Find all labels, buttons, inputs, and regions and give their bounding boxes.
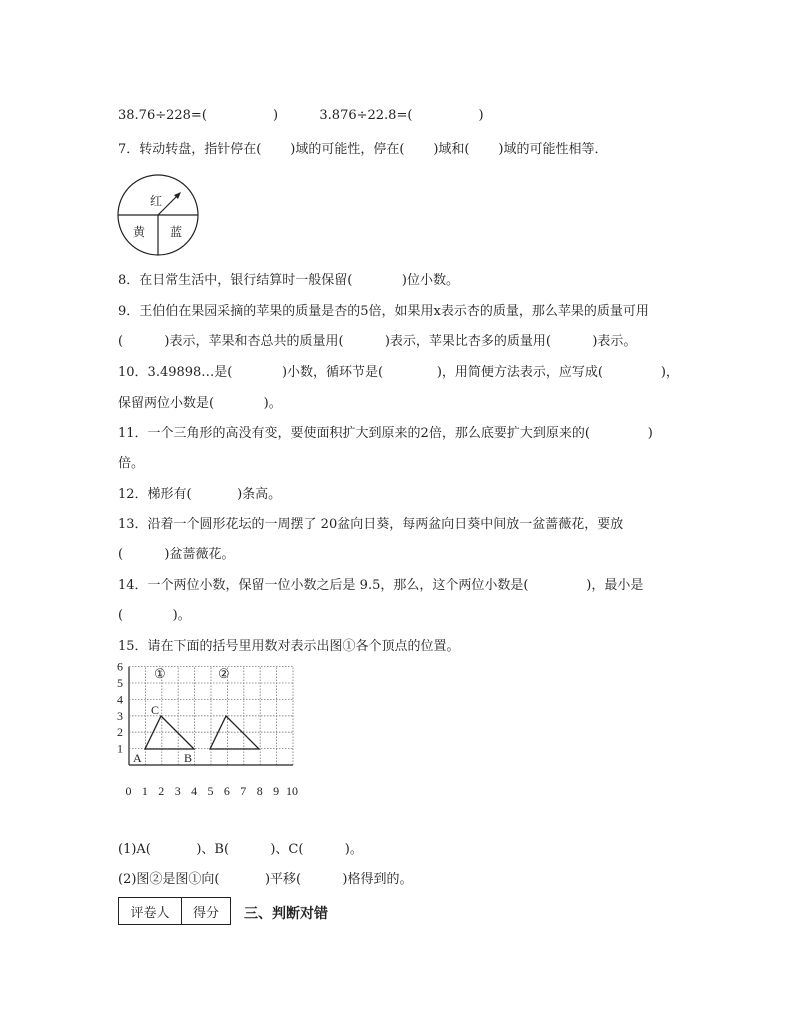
- x-tick-label: 10: [286, 784, 298, 798]
- question-14-line2: ( )。: [118, 608, 191, 623]
- question-9-line1: 9．王伯伯在果园采摘的苹果的质量是杏的5倍，如果用x表示杏的质量，那么苹果的质量可用: [118, 304, 649, 319]
- y-tick-label: 6: [117, 660, 123, 674]
- question-10-line2: 保留两位小数是( )。: [118, 396, 282, 411]
- question-15: 15．请在下面的括号里用数对表示出图①各个顶点的位置。: [118, 639, 460, 654]
- y-axis-ticks: [117, 660, 123, 756]
- figure-2-label: ②: [218, 666, 230, 681]
- y-tick-label: 3: [117, 708, 123, 723]
- y-tick-label: 5: [117, 676, 123, 690]
- coordinate-grid: [110, 660, 310, 800]
- question-14-line1: 14．一个两位小数，保留一位小数之后是 9.5，那么，这个两位小数是( )，最小是: [118, 578, 644, 593]
- question-11-line1: 11．一个三角形的高没有变，要使面积扩大到原来的2倍，那么底要扩大到原来的( ): [118, 426, 653, 441]
- question-10-line1: 10．3.49898…是( )小数，循环节是( )，用简便方法表示，应写成( )，: [118, 365, 679, 380]
- question-15-part1: (1)A( )、B( )、C( )。: [118, 842, 363, 857]
- vertex-a-label: A: [133, 751, 142, 765]
- score-cell: 得分: [182, 898, 231, 925]
- x-tick-label: 9: [273, 784, 280, 798]
- y-tick-label: 1: [117, 741, 123, 756]
- question-13-line2: ( )盆蔷薇花。: [118, 547, 235, 562]
- question-7: 7．转动转盘，指针停在( )域的可能性，停在( )域和( )域的可能性相等．: [118, 142, 608, 157]
- spinner-blue-label: 蓝: [170, 225, 183, 239]
- question-8: 8．在日常生活中，银行结算时一般保留( )位小数。: [118, 273, 460, 288]
- x-tick-label: 4: [191, 784, 198, 798]
- section-3-heading: 三、判断对错: [244, 906, 328, 922]
- figure-1-label: ①: [154, 666, 166, 681]
- spinner-yellow-label: 黄: [133, 225, 146, 239]
- x-tick-label: 8: [256, 784, 263, 798]
- vertex-b-label: B: [184, 751, 193, 765]
- y-tick-label: 4: [117, 692, 123, 707]
- x-tick-label: 2: [158, 784, 165, 798]
- question-15-part2: (2)图②是图①向( )平移( )格得到的。: [118, 872, 413, 887]
- reviewer-cell: 评卷人: [119, 898, 182, 925]
- division-line: 38.76÷228=( ) 3.876÷22.8=( ): [118, 108, 484, 123]
- y-tick-label: 2: [117, 725, 123, 740]
- x-tick-label: 6: [223, 784, 230, 798]
- question-13-line1: 13．沿着一个圆形花坛的一周摆了 20盆向日葵，每两盆向日葵中间放一盆蔷薇花，要放: [118, 517, 624, 532]
- x-tick-label: 0: [125, 784, 132, 798]
- x-tick-label: 5: [207, 784, 214, 798]
- x-tick-label: 1: [141, 784, 148, 798]
- x-axis-ticks: [126, 784, 299, 798]
- question-9-line2: ( )表示，苹果和杏总共的质量用( )表示，苹果比杏多的质量用( )表示。: [118, 334, 637, 349]
- x-tick-label: 3: [174, 784, 181, 798]
- question-11-line2: 倍。: [118, 456, 145, 471]
- question-12: 12．梯形有( )条高。: [118, 487, 282, 502]
- spinner-diagram: [112, 172, 208, 258]
- grader-table: [118, 897, 231, 925]
- vertex-c-label: C: [151, 703, 160, 717]
- x-tick-label: 7: [240, 784, 247, 798]
- spinner-red-label: 红: [150, 194, 163, 208]
